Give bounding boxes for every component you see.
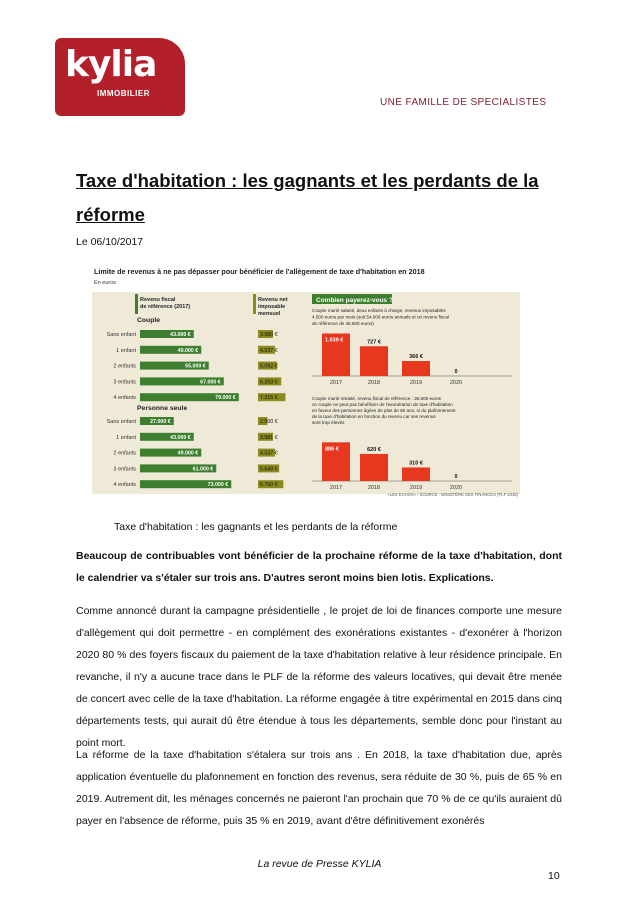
salaried-value-label: 727 € [367, 339, 381, 346]
retired-value-label: 310 € [409, 460, 423, 467]
figure-unit: En euros [94, 280, 117, 286]
revenue-bar-label: 73.000 € [207, 482, 229, 489]
col2-header: mensuel [258, 311, 281, 317]
salaried-value-label: 0 [454, 369, 458, 375]
article-date: Le 06/10/2017 [76, 236, 144, 248]
retired-year-label: 2017 [329, 485, 343, 491]
monthly-bar-label: 3.981 € [260, 434, 278, 441]
monthly-bar-label: 4.537 € [260, 450, 278, 457]
salaried-bar [402, 361, 430, 376]
page-header [0, 0, 639, 140]
monthly-bar-label: 2.500 € [260, 419, 278, 425]
kylia-logo [55, 38, 185, 116]
category-label: 1 enfant [116, 434, 136, 441]
single-title: Personne seule [137, 405, 188, 412]
side-description: ce couple ne peut pas bénéficier de l'exonération de taxe d'habitation [312, 402, 453, 407]
monthly-bar-label: 6.203 € [260, 379, 278, 386]
article-paragraph: La réforme de la taxe d'habitation s'étalera sur trois ans . En 2018, la taxe d'habitation due, après application éventuelle du plafonnement en fonction des revenus, sera réduite de 30 %, puis de 65 % en 2019. Autrement dit, les ménages concernés ne paieront l'an prochain que 70 % de ce qu'ils auraient dû payer en l'absence de réforme, puis 35 % en 2019, avant d'être définitivement exonérés [76, 749, 562, 827]
col2-header: Revenu net [258, 297, 288, 303]
page-number: 10 [548, 870, 560, 882]
side-title: Combien payerez-vous ? [316, 297, 393, 304]
salaried-year-label: 2019 [409, 380, 423, 386]
article-lead: Beaucoup de contribuables vont bénéficier de la prochaine réforme de la taxe d'habitation, dont le calendrier va s'étaler sur trois ans. D'autres seront moins bien lotis. Explications. [76, 550, 562, 584]
category-label: Sans enfant [106, 332, 136, 338]
side-description: sont trop élevés [312, 420, 345, 425]
revenue-bar-label: 27.000 € [150, 419, 171, 425]
category-label: 4 enfants [113, 482, 136, 489]
side-description: 4.500 euros par mois (soit 54.000 euros annuels et un revenu fiscal [312, 314, 450, 320]
retired-year-label: 2018 [367, 485, 381, 491]
couple-title: Couple [137, 317, 161, 324]
category-label: 3 enfants [113, 466, 136, 473]
category-label: 3 enfants [113, 379, 136, 386]
monthly-bar-label: 7.315 € [260, 395, 278, 402]
figure-caption: Taxe d'habitation : les gagnants et les perdants de la réforme [114, 521, 398, 533]
article-title: Taxe d'habitation : les gagnants et les perdants de la réforme [76, 170, 539, 225]
salaried-year-label: 2017 [329, 380, 343, 386]
retired-bar [402, 467, 430, 481]
logo-subtitle: IMMOBILIER [97, 89, 150, 98]
side-description: de la taxe d'habitation en fonction du revenu car ses revenus [312, 414, 436, 419]
retired-bar [360, 454, 388, 481]
category-label: 1 enfant [116, 347, 136, 354]
side-description: en faveur des personnes âgées de plus de 60 ans, ni du plafonnement [312, 408, 456, 413]
category-label: 4 enfants [113, 395, 136, 402]
side-description: Couple marié salarié, deux enfants à charge, revenus imposables [312, 308, 446, 313]
salaried-year-label: 2020 [449, 380, 463, 386]
col2-header: imposable [258, 304, 286, 310]
retired-year-label: 2019 [409, 485, 423, 491]
col1-header: de référence (2017) [140, 304, 191, 310]
infographic [92, 264, 520, 500]
revenue-bar-label: 55.000 € [185, 363, 206, 370]
article-paragraph: Comme annoncé durant la campagne présidentielle , le projet de loi de finances comporte une mesure d'allègement qui doit permettre - en complément des exonérations existantes - d'exonérer à l'horizon 2020 80 % des foyers fiscaux du paiement de la taxe d'habitation relative à leur résidence principale. En revanche, il n'y a aucune trace dans le PLF de la réforme des valeurs locatives, qui devait être menée de concert avec celle de la taxe d'habitation. La réforme engagée à titre expérimental en 2015 dans cinq départements tests, qui aurait dû être étendue à tous les départements, semble donc pour l'instant au point mort. [76, 605, 562, 749]
revenue-bar-label: 49.000 € [177, 347, 199, 354]
col1-marker [135, 294, 138, 314]
retired-value-label: 886 € [325, 446, 339, 453]
side-description: de référence de 48.600 euros) [312, 321, 374, 326]
salaried-year-label: 2018 [367, 380, 381, 386]
col2-marker [253, 294, 256, 314]
monthly-bar-label: 6.760 € [260, 482, 278, 489]
revenue-bar-label: 61.000 € [192, 466, 214, 473]
monthly-bar-label: 3.980 € [260, 332, 278, 338]
revenue-bar-label: 79.000 € [215, 395, 236, 402]
figure-title: Limite de revenus à ne pas dépasser pour bénéficier de l'allègement de taxe d'habitation en 2018 [94, 267, 425, 276]
retired-value-label: 620 € [367, 446, 381, 453]
revenue-bar-label: 49.000 € [177, 450, 199, 457]
category-label: 2 enfants [113, 450, 136, 457]
monthly-bar-label: 5.092 € [260, 363, 278, 370]
retired-value-label: 0 [454, 474, 458, 480]
salaried-value-label: 366 € [409, 354, 423, 361]
header-tagline: UNE FAMILLE DE SPECIALISTES [380, 97, 547, 108]
col1-header: Revenu fiscal [140, 297, 176, 303]
monthly-bar-label: 4.537 € [260, 347, 278, 354]
retired-year-label: 2020 [449, 485, 463, 491]
salaried-bar [360, 346, 388, 376]
footer-label: La revue de Presse KYLIA [257, 858, 382, 870]
revenue-bar-label: 67.000 € [200, 379, 221, 386]
revenue-bar-label: 43.000 € [170, 434, 191, 441]
category-label: 2 enfants [113, 363, 136, 370]
revenue-bar-label: 43.000 € [170, 332, 191, 338]
logo-name: kylia [65, 44, 157, 85]
salaried-value-label: 1.039 € [325, 337, 344, 344]
monthly-bar-label: 5.648 € [260, 466, 278, 473]
side-description: Couple marié retraité, revenu fiscal de référence : 36.600 euros [312, 396, 441, 401]
article-figure [92, 264, 520, 500]
figure-source: «LES ECHOS» / SOURCE : MINISTÈRE DES FINANCES (PLF 2018) [387, 492, 518, 497]
category-label: Sans enfant [106, 419, 136, 425]
